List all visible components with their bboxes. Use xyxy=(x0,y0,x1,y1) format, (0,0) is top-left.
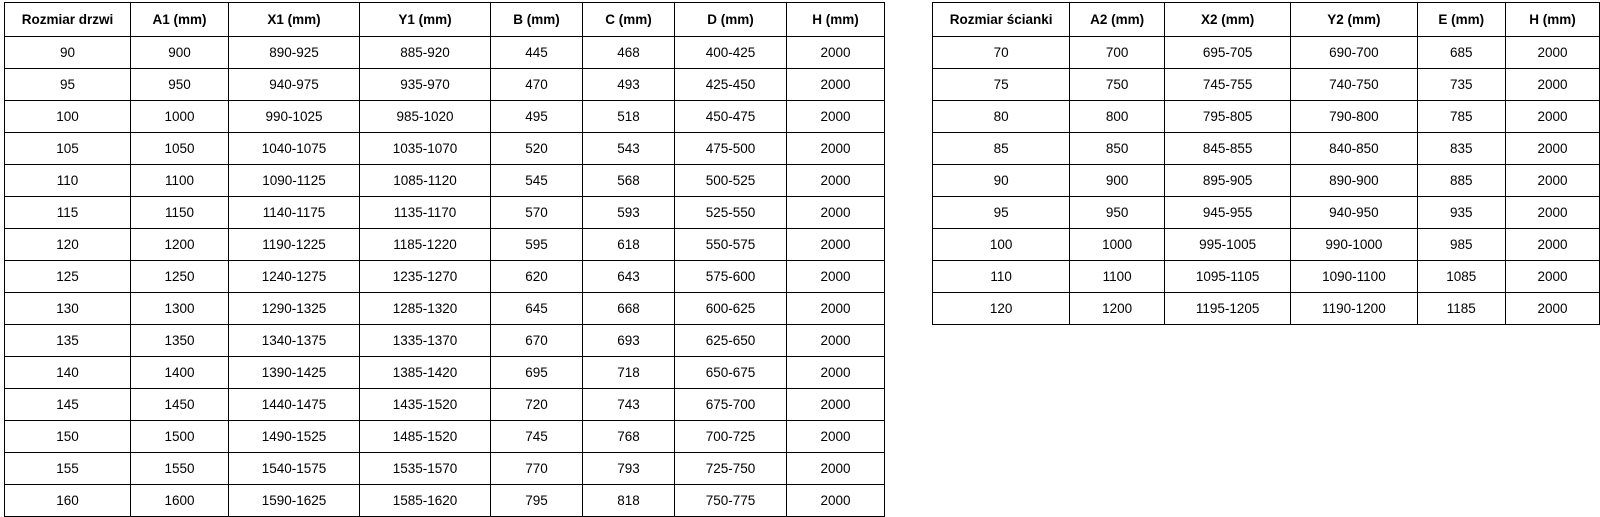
cell: 425-450 xyxy=(675,69,787,101)
cell: 115 xyxy=(5,197,131,229)
cell: 2000 xyxy=(787,101,885,133)
cell: 2000 xyxy=(787,261,885,293)
cell: 700-725 xyxy=(675,421,787,453)
cell: 2000 xyxy=(787,453,885,485)
cell: 900 xyxy=(131,37,229,69)
cell: 690-700 xyxy=(1291,37,1417,69)
cell: 985 xyxy=(1417,229,1505,261)
cell: 550-575 xyxy=(675,229,787,261)
cell: 2000 xyxy=(787,229,885,261)
cell: 1540-1575 xyxy=(229,453,360,485)
table-row xyxy=(933,101,1600,133)
cell: 1350 xyxy=(131,325,229,357)
cell: 543 xyxy=(583,133,675,165)
cell: 1600 xyxy=(131,485,229,517)
cell: 895-905 xyxy=(1164,165,1290,197)
cell: 105 xyxy=(5,133,131,165)
cell: 1190-1200 xyxy=(1291,293,1417,325)
cell: 890-925 xyxy=(229,37,360,69)
column-header-c: C (mm) xyxy=(583,3,675,37)
cell: 1435-1520 xyxy=(360,389,491,421)
table-row xyxy=(5,357,885,389)
cell: 110 xyxy=(933,261,1070,293)
cell: 1100 xyxy=(1070,261,1165,293)
cell: 1390-1425 xyxy=(229,357,360,389)
cell: 155 xyxy=(5,453,131,485)
cell: 1090-1125 xyxy=(229,165,360,197)
cell: 1285-1320 xyxy=(360,293,491,325)
cell: 2000 xyxy=(1506,165,1600,197)
cell: 790-800 xyxy=(1291,101,1417,133)
cell: 1550 xyxy=(131,453,229,485)
cell: 2000 xyxy=(787,421,885,453)
table-row xyxy=(5,229,885,261)
table-row xyxy=(5,69,885,101)
cell: 1085-1120 xyxy=(360,165,491,197)
cell: 2000 xyxy=(1506,229,1600,261)
column-header-e: E (mm) xyxy=(1417,3,1505,37)
cell: 685 xyxy=(1417,37,1505,69)
cell: 818 xyxy=(583,485,675,517)
cell: 1150 xyxy=(131,197,229,229)
cell: 1240-1275 xyxy=(229,261,360,293)
cell: 1090-1100 xyxy=(1291,261,1417,293)
cell: 593 xyxy=(583,197,675,229)
cell: 100 xyxy=(5,101,131,133)
cell: 125 xyxy=(5,261,131,293)
table-row xyxy=(5,197,885,229)
cell: 110 xyxy=(5,165,131,197)
column-header-rozmiar-drzwi: Rozmiar drzwi xyxy=(5,3,131,37)
cell: 645 xyxy=(491,293,583,325)
cell: 745 xyxy=(491,421,583,453)
table-row xyxy=(5,165,885,197)
cell: 795-805 xyxy=(1164,101,1290,133)
column-header-x1: X1 (mm) xyxy=(229,3,360,37)
cell: 720 xyxy=(491,389,583,421)
cell: 445 xyxy=(491,37,583,69)
cell: 1340-1375 xyxy=(229,325,360,357)
cell: 1200 xyxy=(1070,293,1165,325)
column-header-a2: A2 (mm) xyxy=(1070,3,1165,37)
cell: 850 xyxy=(1070,133,1165,165)
cell: 1135-1170 xyxy=(360,197,491,229)
column-header-h: H (mm) xyxy=(1506,3,1600,37)
cell: 940-950 xyxy=(1291,197,1417,229)
cell: 695-705 xyxy=(1164,37,1290,69)
table-row xyxy=(933,293,1600,325)
cell: 70 xyxy=(933,37,1070,69)
cell: 1585-1620 xyxy=(360,485,491,517)
cell: 890-900 xyxy=(1291,165,1417,197)
cell: 900 xyxy=(1070,165,1165,197)
cell: 1335-1370 xyxy=(360,325,491,357)
cell: 1500 xyxy=(131,421,229,453)
cell: 2000 xyxy=(787,37,885,69)
cell: 1035-1070 xyxy=(360,133,491,165)
cell: 1185 xyxy=(1417,293,1505,325)
cell: 1190-1225 xyxy=(229,229,360,261)
table-row xyxy=(933,37,1600,69)
cell: 845-855 xyxy=(1164,133,1290,165)
cell: 990-1000 xyxy=(1291,229,1417,261)
cell: 950 xyxy=(1070,197,1165,229)
cell: 750-775 xyxy=(675,485,787,517)
table-row xyxy=(5,485,885,517)
cell: 1200 xyxy=(131,229,229,261)
cell: 1590-1625 xyxy=(229,485,360,517)
cell: 2000 xyxy=(1506,101,1600,133)
column-header-a1: A1 (mm) xyxy=(131,3,229,37)
cell: 770 xyxy=(491,453,583,485)
cell: 618 xyxy=(583,229,675,261)
cell: 620 xyxy=(491,261,583,293)
cell: 985-1020 xyxy=(360,101,491,133)
cell: 468 xyxy=(583,37,675,69)
table-row xyxy=(933,261,1600,293)
table-row xyxy=(933,69,1600,101)
cell: 793 xyxy=(583,453,675,485)
cell: 1095-1105 xyxy=(1164,261,1290,293)
cell: 650-675 xyxy=(675,357,787,389)
cell: 2000 xyxy=(787,293,885,325)
cell: 735 xyxy=(1417,69,1505,101)
cell: 2000 xyxy=(787,197,885,229)
cell: 95 xyxy=(933,197,1070,229)
table-header-row xyxy=(5,3,885,37)
table-row xyxy=(933,229,1600,261)
cell: 450-475 xyxy=(675,101,787,133)
cell: 1385-1420 xyxy=(360,357,491,389)
cell: 935 xyxy=(1417,197,1505,229)
cell: 1250 xyxy=(131,261,229,293)
cell: 1140-1175 xyxy=(229,197,360,229)
cell: 600-625 xyxy=(675,293,787,325)
cell: 140 xyxy=(5,357,131,389)
cell: 475-500 xyxy=(675,133,787,165)
doors-dimensions-table-container xyxy=(4,2,885,517)
cell: 740-750 xyxy=(1291,69,1417,101)
cell: 995-1005 xyxy=(1164,229,1290,261)
cell: 693 xyxy=(583,325,675,357)
cell: 135 xyxy=(5,325,131,357)
cell: 935-970 xyxy=(360,69,491,101)
column-header-y2: Y2 (mm) xyxy=(1291,3,1417,37)
cell: 643 xyxy=(583,261,675,293)
cell: 500-525 xyxy=(675,165,787,197)
cell: 518 xyxy=(583,101,675,133)
cell: 625-650 xyxy=(675,325,787,357)
cell: 840-850 xyxy=(1291,133,1417,165)
table-row xyxy=(5,293,885,325)
table-row xyxy=(5,101,885,133)
cell: 885 xyxy=(1417,165,1505,197)
cell: 80 xyxy=(933,101,1070,133)
cell: 1235-1270 xyxy=(360,261,491,293)
cell: 700 xyxy=(1070,37,1165,69)
cell: 1100 xyxy=(131,165,229,197)
cell: 940-975 xyxy=(229,69,360,101)
cell: 675-700 xyxy=(675,389,787,421)
cell: 520 xyxy=(491,133,583,165)
cell: 120 xyxy=(5,229,131,261)
cell: 1485-1520 xyxy=(360,421,491,453)
cell: 800 xyxy=(1070,101,1165,133)
cell: 725-750 xyxy=(675,453,787,485)
cell: 495 xyxy=(491,101,583,133)
cell: 2000 xyxy=(787,165,885,197)
cell: 2000 xyxy=(787,69,885,101)
cell: 130 xyxy=(5,293,131,325)
cell: 2000 xyxy=(787,133,885,165)
cell: 1050 xyxy=(131,133,229,165)
cell: 2000 xyxy=(787,389,885,421)
cell: 1000 xyxy=(1070,229,1165,261)
cell: 743 xyxy=(583,389,675,421)
cell: 85 xyxy=(933,133,1070,165)
table-row xyxy=(5,421,885,453)
cell: 1040-1075 xyxy=(229,133,360,165)
cell: 950 xyxy=(131,69,229,101)
cell: 2000 xyxy=(1506,197,1600,229)
walls-dimensions-table xyxy=(932,2,1600,325)
cell: 145 xyxy=(5,389,131,421)
table-row xyxy=(5,261,885,293)
cell: 2000 xyxy=(787,357,885,389)
cell: 2000 xyxy=(787,325,885,357)
cell: 945-955 xyxy=(1164,197,1290,229)
cell: 595 xyxy=(491,229,583,261)
cell: 1290-1325 xyxy=(229,293,360,325)
cell: 2000 xyxy=(1506,261,1600,293)
cell: 493 xyxy=(583,69,675,101)
cell: 1400 xyxy=(131,357,229,389)
column-header-rozmiar-scianki: Rozmiar ścianki xyxy=(933,3,1070,37)
column-header-b: B (mm) xyxy=(491,3,583,37)
table-header-row xyxy=(933,3,1600,37)
cell: 745-755 xyxy=(1164,69,1290,101)
cell: 2000 xyxy=(1506,37,1600,69)
column-header-y1: Y1 (mm) xyxy=(360,3,491,37)
cell: 785 xyxy=(1417,101,1505,133)
cell: 90 xyxy=(5,37,131,69)
cell: 400-425 xyxy=(675,37,787,69)
cell: 768 xyxy=(583,421,675,453)
table-row xyxy=(5,37,885,69)
cell: 835 xyxy=(1417,133,1505,165)
cell: 1300 xyxy=(131,293,229,325)
cell: 525-550 xyxy=(675,197,787,229)
cell: 718 xyxy=(583,357,675,389)
cell: 695 xyxy=(491,357,583,389)
doors-dimensions-table xyxy=(4,2,885,517)
column-header-h: H (mm) xyxy=(787,3,885,37)
cell: 670 xyxy=(491,325,583,357)
cell: 990-1025 xyxy=(229,101,360,133)
cell: 95 xyxy=(5,69,131,101)
cell: 1195-1205 xyxy=(1164,293,1290,325)
table-row xyxy=(933,197,1600,229)
cell: 1450 xyxy=(131,389,229,421)
column-header-x2: X2 (mm) xyxy=(1164,3,1290,37)
cell: 750 xyxy=(1070,69,1165,101)
cell: 568 xyxy=(583,165,675,197)
cell: 668 xyxy=(583,293,675,325)
table-row xyxy=(5,325,885,357)
table-row xyxy=(933,165,1600,197)
cell: 90 xyxy=(933,165,1070,197)
cell: 570 xyxy=(491,197,583,229)
cell: 545 xyxy=(491,165,583,197)
cell: 75 xyxy=(933,69,1070,101)
column-header-d: D (mm) xyxy=(675,3,787,37)
table-row xyxy=(5,133,885,165)
cell: 1085 xyxy=(1417,261,1505,293)
cell: 795 xyxy=(491,485,583,517)
walls-dimensions-table-container xyxy=(932,2,1600,325)
cell: 2000 xyxy=(1506,293,1600,325)
cell: 100 xyxy=(933,229,1070,261)
cell: 1490-1525 xyxy=(229,421,360,453)
cell: 885-920 xyxy=(360,37,491,69)
cell: 470 xyxy=(491,69,583,101)
cell: 120 xyxy=(933,293,1070,325)
cell: 2000 xyxy=(1506,69,1600,101)
cell: 1000 xyxy=(131,101,229,133)
cell: 1440-1475 xyxy=(229,389,360,421)
cell: 575-600 xyxy=(675,261,787,293)
table-row xyxy=(5,453,885,485)
cell: 2000 xyxy=(1506,133,1600,165)
table-row xyxy=(5,389,885,421)
cell: 160 xyxy=(5,485,131,517)
cell: 1535-1570 xyxy=(360,453,491,485)
table-row xyxy=(933,133,1600,165)
cell: 150 xyxy=(5,421,131,453)
cell: 1185-1220 xyxy=(360,229,491,261)
cell: 2000 xyxy=(787,485,885,517)
